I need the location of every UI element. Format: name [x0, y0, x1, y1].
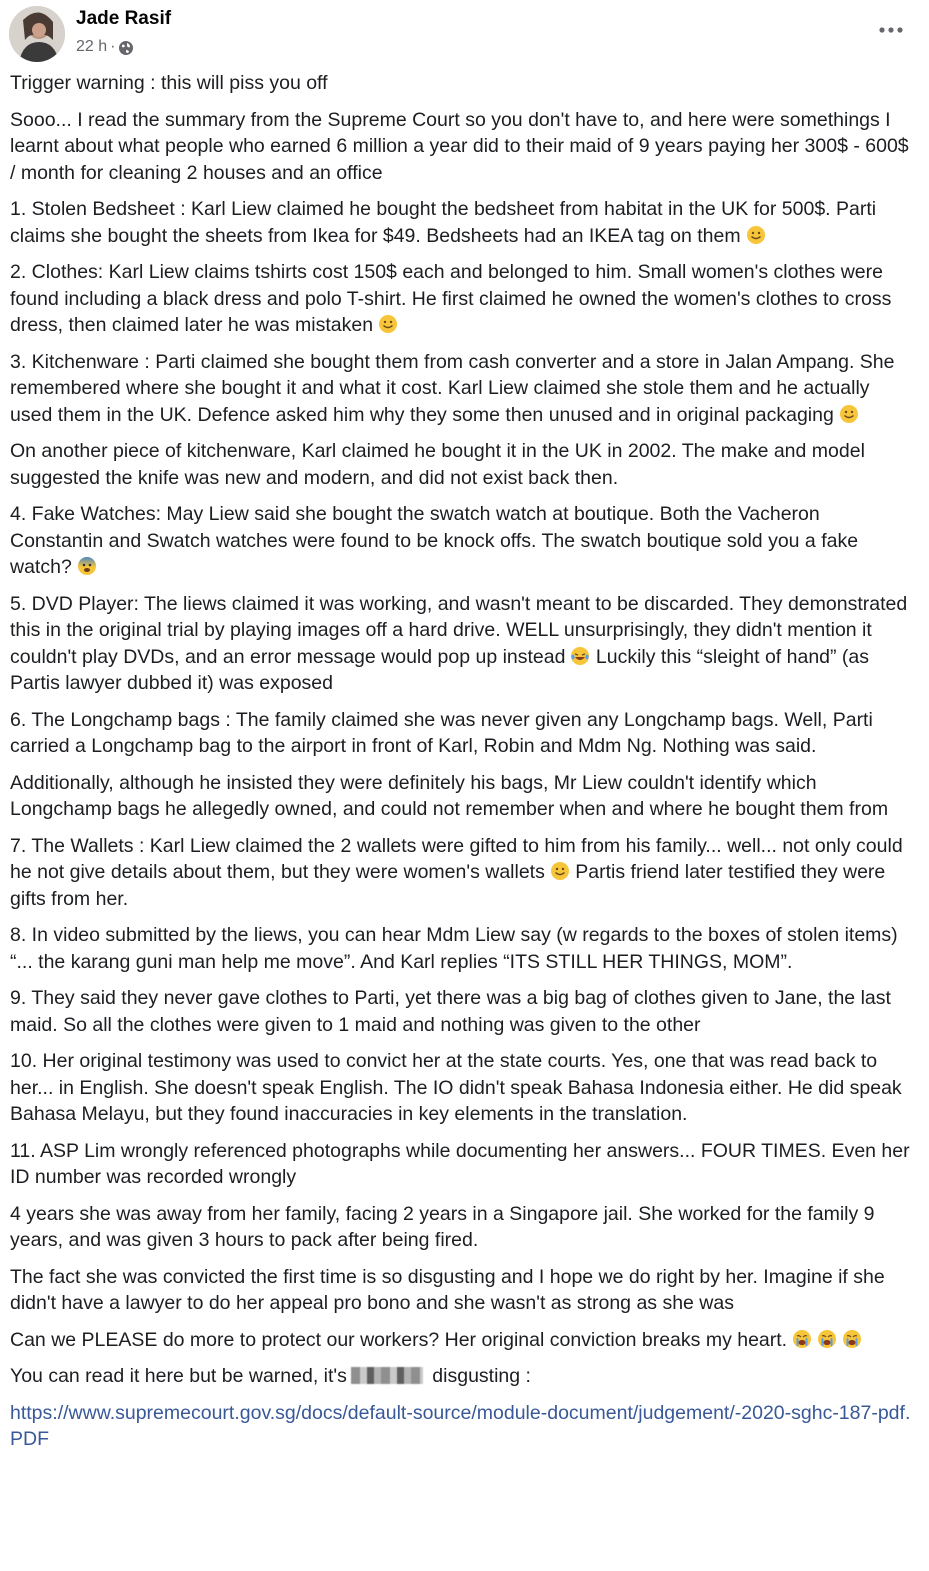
- post-header: [0, 0, 929, 68]
- post-paragraph: [10, 770, 915, 823]
- crying-face-emoji-icon: [792, 1329, 812, 1349]
- paragraph-text-continued: Partis friend later testified they were gifts from her.: [10, 861, 886, 910]
- paragraph-text: 6. The Longchamp bags : The family claimed she was never given any Longchamp bags. Well, Parti carried a Longchamp bag to the airport in front of Karl, Robin and Mdm Ng. Nothing was said.: [10, 708, 873, 757]
- post-paragraph: [10, 259, 915, 339]
- post-meta: [76, 38, 134, 56]
- paragraph-text-continued: disgusting :: [426, 1365, 531, 1387]
- avatar[interactable]: [9, 6, 65, 62]
- paragraph-text: 4. Fake Watches: May Liew said she bought the swatch watch at boutique. Both the Vacheron Constantin and Swatch watches were found to be knock offs. The swatch boutique sold you a fake watch?: [10, 503, 859, 578]
- author-name[interactable]: Jade Rasif: [76, 8, 172, 29]
- paragraph-text: Trigger warning : this will piss you off: [10, 72, 328, 94]
- post-paragraph: [10, 1048, 915, 1128]
- paragraph-text: 7. The Wallets : Karl Liew claimed the 2 wallets were gifted to him from his family... well... not only could he not give details about them, but they were women's wallets: [10, 834, 903, 883]
- post-paragraph: [10, 107, 915, 187]
- post-paragraph: [10, 1363, 915, 1390]
- paragraph-text: 10. Her original testimony was used to convict her at the state courts. Yes, one that was read back to her... in English. She doesn't speak English. The IO didn't speak Bahasa Indonesia either. He did speak Bahasa Melayu, but they found inaccuracies in key elements in the translation.: [10, 1050, 902, 1125]
- post-paragraph: [10, 196, 915, 249]
- paragraph-text: 4 years she was away from her family, facing 2 years in a Singapore jail. She worked for the family 9 years, and was given 3 hours to pack after being fired.: [10, 1202, 875, 1251]
- link-paragraph: [10, 1400, 915, 1453]
- smile-emoji-icon: [746, 225, 766, 245]
- paragraph-text: 1. Stolen Bedsheet : Karl Liew claimed he bought the bedsheet from habitat in the UK for 500$. Parti claims she bought the sheets from Ikea for $49. Bedsheets had an IKEA tag on them: [10, 198, 877, 247]
- censored-word: [351, 1367, 423, 1384]
- paragraph-text: 5. DVD Player: The liews claimed it was working, and wasn't meant to be discarded. They demonstrated this in the original trial by playing images off a hard drive. WELL unsurprisingly, they didn't mention it couldn't play DVDs, and an error message would pop up instead: [10, 592, 908, 668]
- crying-face-emoji-icon: [842, 1329, 862, 1349]
- paragraph-text: On another piece of kitchenware, Karl claimed he bought it in the UK in 2002. The make and model suggested the knife was new and modern, and did not exist back then.: [10, 440, 865, 489]
- paragraph-text: You can read it here but be warned, it's: [10, 1365, 347, 1387]
- paragraph-text: Additionally, although he insisted they were definitely his bags, Mr Liew couldn't identify which Longchamp bags he allegedly owned, and could not remember when and where he bought them from: [10, 771, 889, 820]
- post-paragraph: [10, 922, 915, 975]
- crying-face-emoji-icon: [817, 1329, 837, 1349]
- paragraph-text: 8. In video submitted by the liews, you can hear Mdm Liew say (w regards to the boxes of stolen items) “... the karang guni man help me move”. And Karl replies “ITS STILL HER THINGS, MOM”.: [10, 924, 898, 973]
- fearful-face-emoji-icon: [77, 556, 97, 576]
- paragraph-text: Can we PLEASE do more to protect our workers? Her original conviction breaks my heart.: [10, 1328, 788, 1351]
- post-time[interactable]: 22 h: [76, 38, 108, 55]
- post-paragraph: [10, 70, 915, 97]
- paragraph-text: 2. Clothes: Karl Liew claims tshirts cost 150$ each and belonged to him. Small women's clothes were found including a black dress and polo T-shirt. He first claimed he owned the women's clothes to cross dress, then claimed later he was mistaken: [10, 261, 892, 336]
- paragraph-text: Sooo... I read the summary from the Supreme Court so you don't have to, and here were somethings I learnt about what people who earned 6 million a year did to their maid of 9 years paying her 300$ - 600$ / month for cleaning 2 houses and an office: [10, 108, 909, 184]
- paragraph-text: 11. ASP Lim wrongly referenced photographs while documenting her answers... FOUR TIMES. Even her ID number was recorded wrongly: [10, 1139, 910, 1188]
- judgement-link[interactable]: https://www.supremecourt.gov.sg/docs/default-source/module-document/judgement/-2020-sghc-187-pdf.PDF: [10, 1401, 911, 1450]
- globe-icon: [118, 40, 134, 56]
- paragraph-text: The fact she was convicted the first time is so disgusting and I hope we do right by her. Imagine if she didn't have a lawyer to do her appeal pro bono and she wasn't as strong as she was: [10, 1265, 885, 1314]
- post-paragraph: [10, 349, 915, 429]
- post-paragraph: [10, 1264, 915, 1317]
- paragraph-text: 9. They said they never gave clothes to Parti, yet there was a big bag of clothes given to Jane, the last maid. So all the clothes were given to 1 maid and nothing was given to the other: [10, 987, 891, 1036]
- post-paragraph: [10, 438, 915, 491]
- laughing-tears-emoji-icon: [570, 646, 590, 666]
- post-paragraph: [10, 707, 915, 760]
- post-paragraph: [10, 501, 915, 581]
- smile-emoji-icon: [550, 861, 570, 881]
- paragraph-text: 3. Kitchenware : Parti claimed she bought them from cash converter and a store in Jalan Ampang. She remembered where she bought it and what it cost. Karl Liew claimed she stole them and he actually used them in the UK. Defence asked him why they some then unused and in original packaging: [10, 350, 895, 426]
- post-paragraph: [10, 985, 915, 1038]
- post-paragraph: [10, 591, 915, 697]
- paragraph-text-continued: Luckily this “sleight of hand” (as Partis lawyer dubbed it) was exposed: [10, 645, 870, 694]
- post-paragraph: [10, 1327, 915, 1354]
- smile-emoji-icon: [839, 404, 859, 424]
- more-horizontal-icon: [878, 26, 904, 34]
- smile-emoji-icon: [378, 314, 398, 334]
- meta-separator: ·: [110, 38, 116, 55]
- profile-photo: [9, 6, 65, 62]
- post-paragraph: [10, 833, 915, 913]
- more-options-button[interactable]: [873, 16, 909, 44]
- post-paragraph: [10, 1201, 915, 1254]
- post-paragraph: [10, 1138, 915, 1191]
- post-body: [10, 70, 915, 1463]
